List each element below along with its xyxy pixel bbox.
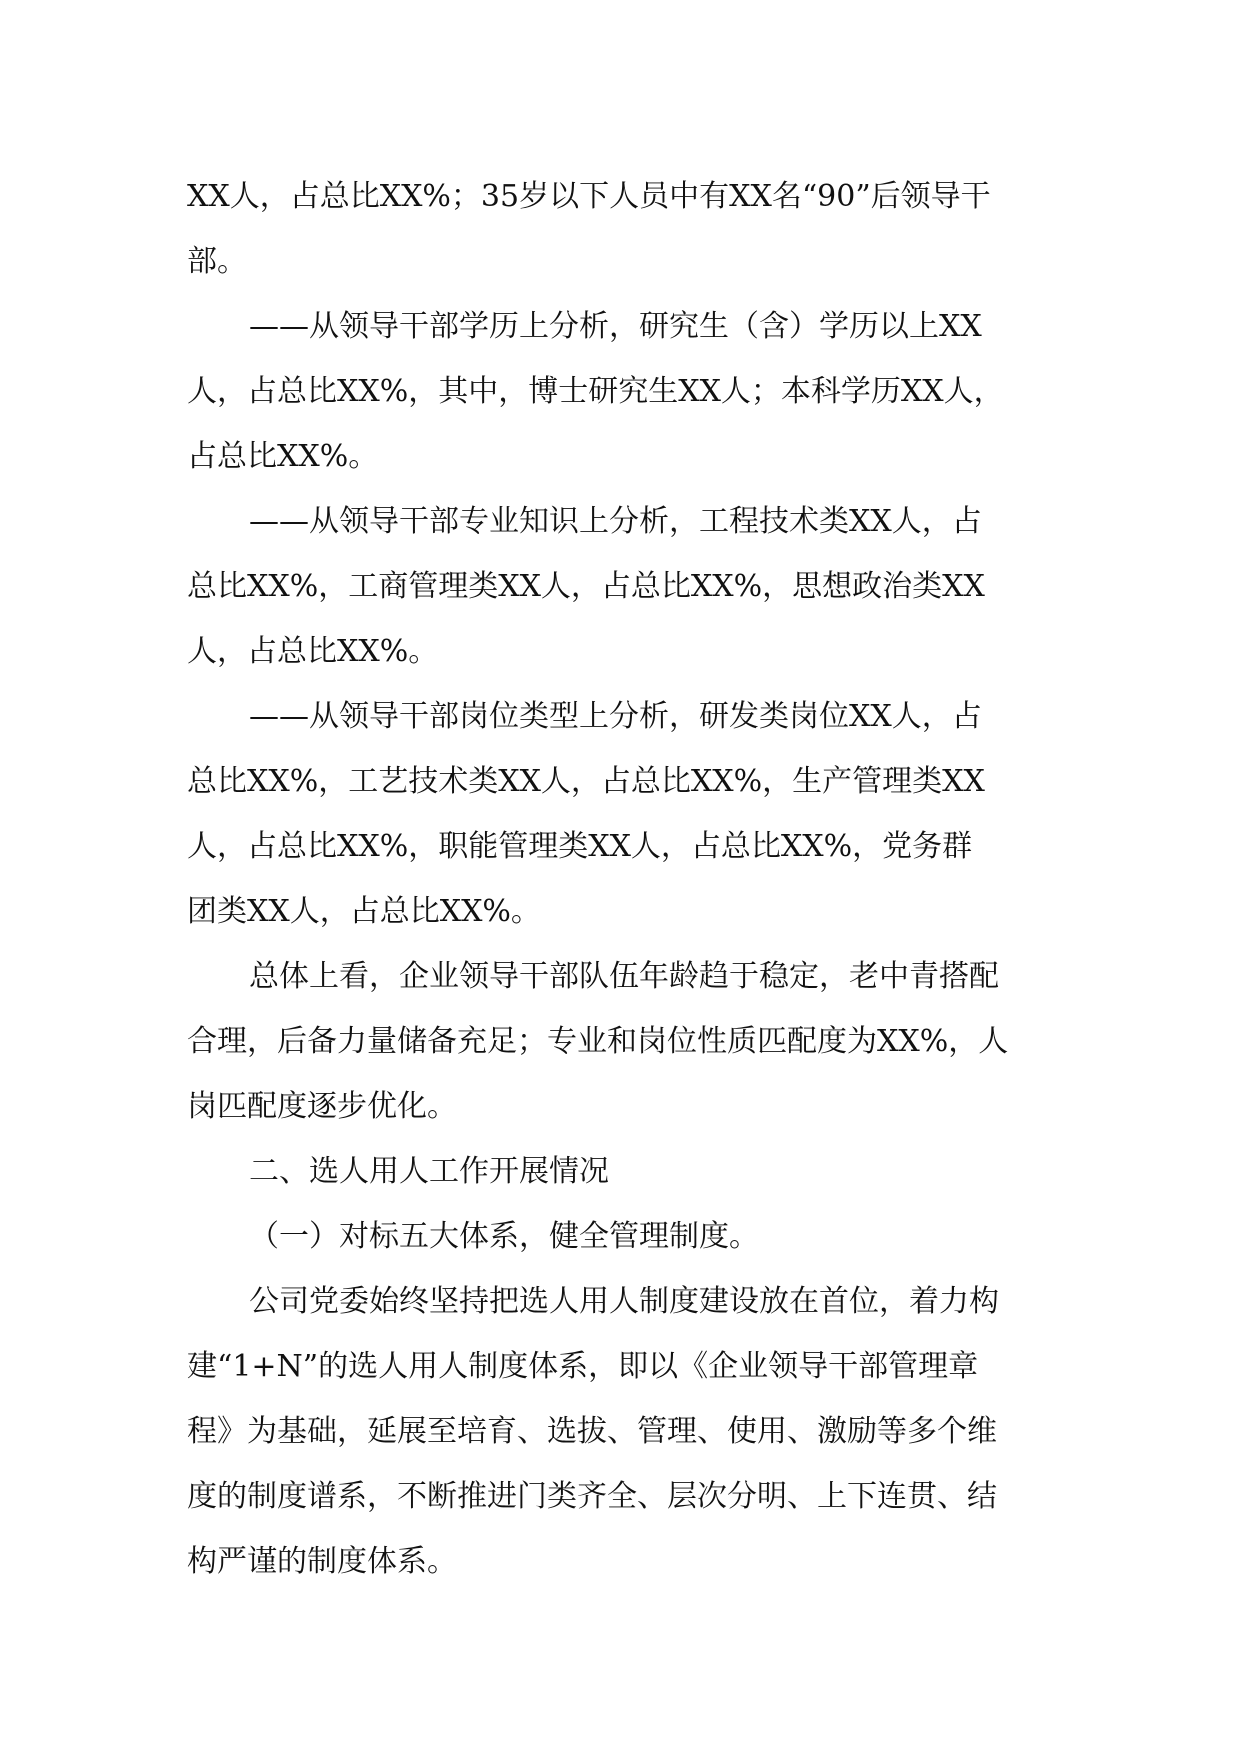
- paragraph-system-building: 公司党委始终坚持把选人用人制度建设放在首位，着力构 建“1+N”的选人用人制度体系，即以《企业领导干部管理章 程》为基础，延展至培育、选拔、管理、使用、激励等多个维 度的制度谱系，不断推进门类齐全、层次分明、上下连贯、结 构严谨的制度体系。: [187, 1284, 999, 1579]
- subsection-heading: （一）对标五大体系，健全管理制度。: [249, 1219, 759, 1254]
- paragraph-overall-assessment: 总体上看，企业领导干部队伍年龄趋于稳定，老中青搭配 合理，后备力量储备充足；专业和岗位性质匹配度为XX%，人 岗匹配度逐步优化。: [187, 959, 1009, 1124]
- section-heading: 二、选人用人工作开展情况: [249, 1154, 609, 1189]
- document-body: [187, 164, 1057, 1594]
- paragraph-professional-knowledge: ——从领导干部专业知识上分析，工程技术类XX人，占 总比XX%，工商管理类XX人，占总比XX%，思想政治类XX 人，占总比XX%。: [187, 504, 985, 669]
- paragraph-education: ——从领导干部学历上分析，研究生（含）学历以上XX 人，占总比XX%，其中，博士研究生XX人；本科学历XX人， 占总比XX%。: [187, 309, 1004, 474]
- paragraph-age-summary: XX人，占总比XX%；35岁以下人员中有XX名“90”后领导干 部。: [187, 179, 991, 279]
- paragraph-position-type: ——从领导干部岗位类型上分析，研发类岗位XX人，占 总比XX%，工艺技术类XX人，占总比XX%，生产管理类XX 人，占总比XX%，职能管理类XX人，占总比XX%，党务群 团类XX人，占总比XX%。: [187, 699, 985, 929]
